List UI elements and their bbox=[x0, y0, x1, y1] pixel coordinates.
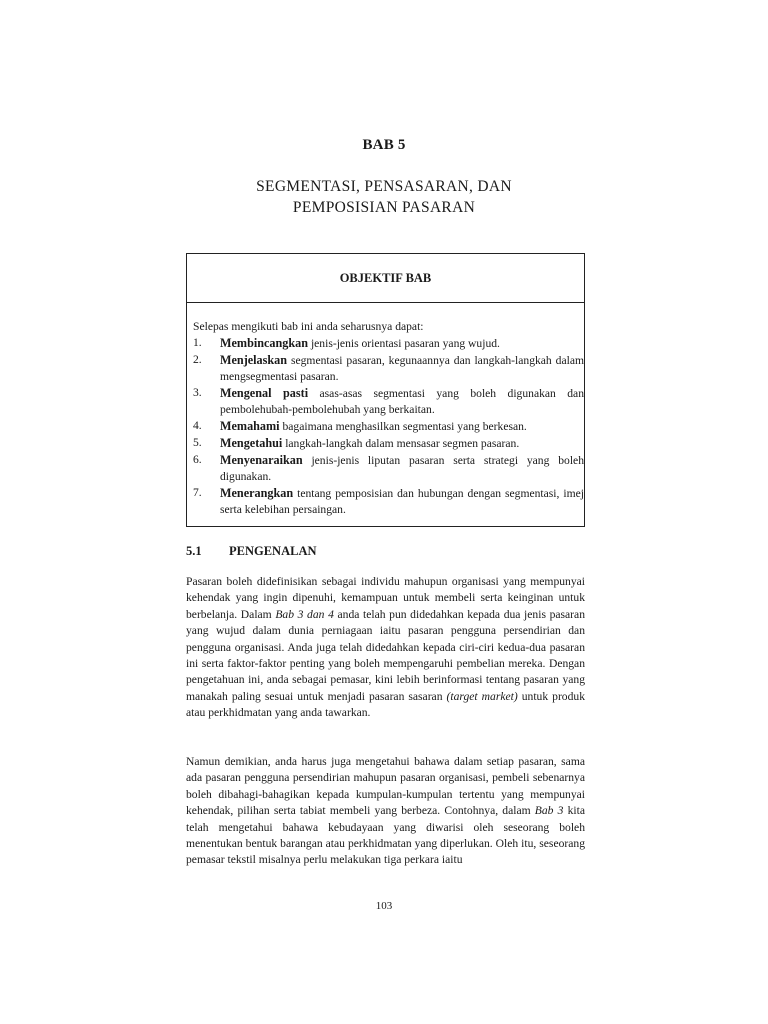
objective-text bbox=[220, 352, 584, 385]
paragraph-2-text-a: Namun demikian, anda harus juga mengetahui bahawa dalam setiap pasaran, sama ada pasaran pengguna persendirian mahupun pasaran organisasi, pembeli sebenarnya boleh dibahagi-bahagikan kepada kumpulan-kumpulan tertentu yang mempunyai kehendak, pilihan serta tabiat membeli yang berbeza. Contohnya, dalam bbox=[186, 755, 585, 818]
objective-text bbox=[220, 335, 584, 352]
paragraph-2 bbox=[186, 754, 585, 869]
objective-rest: bagaimana menghasilkan segmentasi yang berkesan. bbox=[279, 420, 527, 433]
chapter-title-line-2: PEMPOSISIAN PASARAN bbox=[292, 199, 476, 216]
objective-item bbox=[193, 435, 584, 452]
objective-number: 6. bbox=[193, 453, 202, 466]
objective-rest: tentang pemposisian dan hubungan dengan segmentasi, imej serta kelebihan persaingan. bbox=[220, 487, 584, 516]
objectives-list bbox=[193, 335, 584, 518]
objective-number: 7. bbox=[193, 486, 202, 499]
section-title: PENGENALAN bbox=[229, 544, 317, 558]
objective-number: 5. bbox=[193, 436, 202, 449]
objective-item bbox=[193, 485, 584, 518]
paragraph-2-reference: Bab 3 bbox=[534, 804, 564, 818]
objective-number: 3. bbox=[193, 386, 202, 399]
paragraph-2-text-b: kita telah mengetahui bahawa kebudayaan yang diwarisi oleh seseorang boleh menentukan bentuk barangan atau perkhidmatan yang diperlukan. Oleh itu, seseorang pemasar tekstil misalnya perlu melakukan tiga perkara iaitu bbox=[186, 804, 585, 867]
objectives-box bbox=[186, 253, 585, 527]
chapter-number: BAB 5 bbox=[362, 137, 406, 153]
objective-rest: jenis-jenis liputan pasaran serta strategi yang boleh digunakan. bbox=[220, 454, 584, 483]
objective-verb: Memahami bbox=[220, 419, 280, 433]
objective-item bbox=[193, 418, 584, 435]
paragraph-1-reference: Bab 3 dan 4 bbox=[275, 607, 334, 621]
paragraph-1-text-a: Pasaran boleh didefinisikan sebagai individu mahupun organisasi yang mempunyai kehendak yang ingin dipenuhi, kemampuan untuk membeli serta keinginan untuk berbelanja. Dalam bbox=[186, 575, 585, 621]
objective-verb: Membincangkan bbox=[220, 336, 309, 350]
objective-text bbox=[220, 385, 584, 418]
objectives-intro: Selepas mengikuti bab ini anda seharusnya dapat: bbox=[193, 320, 424, 333]
section-heading bbox=[186, 544, 317, 559]
paragraph-1-text-c: untuk produk atau perkhidmatan yang anda tawarkan. bbox=[186, 689, 585, 720]
objective-verb: Mengenal pasti bbox=[220, 386, 309, 400]
objective-verb: Menyenaraikan bbox=[220, 453, 303, 467]
objective-number: 1. bbox=[193, 336, 202, 349]
objectives-body bbox=[187, 303, 584, 518]
objective-rest: segmentasi pasaran, kegunaannya dan langkah-langkah dalam mengsegmentasi pasaran. bbox=[220, 354, 584, 383]
paragraph-1 bbox=[186, 574, 585, 722]
page-number: 103 bbox=[375, 900, 393, 912]
objective-item bbox=[193, 385, 584, 418]
objective-text bbox=[220, 485, 584, 518]
chapter-title bbox=[0, 176, 768, 218]
objective-number: 2. bbox=[193, 353, 202, 366]
objective-text bbox=[220, 435, 584, 452]
objective-item bbox=[193, 452, 584, 485]
objective-text bbox=[220, 452, 584, 485]
objective-rest: asas-asas segmentasi yang boleh digunakan dan pembolehubah-pembolehubah yang berkaitan. bbox=[220, 387, 584, 416]
objective-rest: jenis-jenis orientasi pasaran yang wujud. bbox=[308, 337, 500, 350]
paragraph-1-term: (target market) bbox=[446, 689, 518, 703]
objective-verb: Mengetahui bbox=[220, 436, 283, 450]
objective-rest: langkah-langkah dalam mensasar segmen pasaran. bbox=[282, 437, 520, 450]
objective-number: 4. bbox=[193, 419, 202, 432]
objectives-heading: OBJEKTIF BAB bbox=[187, 254, 584, 303]
paragraph-1-text-b: anda telah pun didedahkan kepada dua jenis pasaran yang wujud dalam dunia perniagaan iaitu pasaran pengguna persendirian dan pengguna organisasi. Anda juga telah didedahkan kepada ciri-ciri kedua-dua pasaran ini serta faktor-faktor penting yang boleh mempengaruhi pembelian mereka. Dengan pengetahuan ini, anda sebagai pemasar, kini lebih berinformasi tentang pasaran yang manakah paling sesuai untuk menjadi pasaran sasaran bbox=[186, 607, 585, 703]
objective-verb: Menerangkan bbox=[220, 486, 294, 500]
objective-item bbox=[193, 352, 584, 385]
section-number: 5.1 bbox=[186, 544, 202, 558]
chapter-title-line-1: SEGMENTASI, PENSASARAN, DAN bbox=[256, 178, 512, 195]
objective-text bbox=[220, 418, 584, 435]
objective-verb: Menjelaskan bbox=[220, 353, 288, 367]
objective-item bbox=[193, 335, 584, 352]
